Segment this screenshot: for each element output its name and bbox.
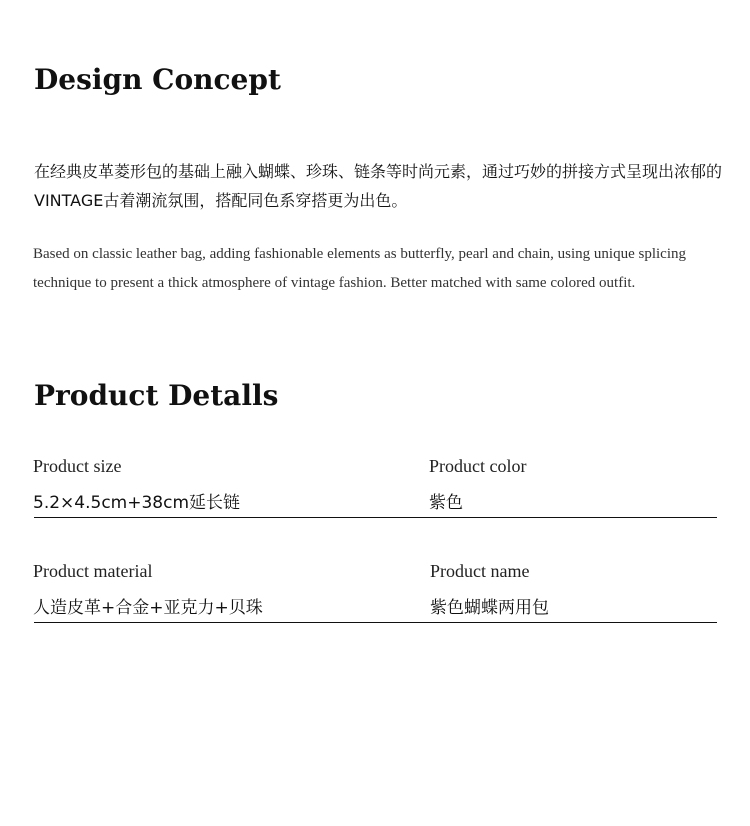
product-details-title: Product Detalls [34,379,279,412]
product-material-value: 人造皮革+合金+亚克力+贝珠 [33,598,263,618]
product-name-cell [430,560,549,618]
product-size-cell [33,455,241,513]
details-divider [34,622,717,623]
product-name-value: 紫色蝴蝶两用包 [430,598,549,618]
details-divider [34,517,717,518]
product-color-value: 紫色 [429,493,463,513]
product-size-value: 5.2×4.5cm+38cm延长链 [33,493,241,513]
design-concept-text-en: Based on classic leather bag, adding fashionable elements as butterfly, pearl and chain, using unique splicing technique to present a thick atmosphere of vintage fashion. Better matched with same colored outfit. [33,246,686,291]
product-size-label: Product size [33,456,122,476]
product-color-label: Product color [429,456,527,476]
design-concept-title: Design Concept [34,63,281,96]
design-concept-text-cn: 在经典皮革菱形包的基础上融入蝴蝶、珍珠、链条等时尚元素，通过巧妙的拼接方式呈现出浓郁的VINTAGE古着潮流氛围，搭配同色系穿搭更为出色。 [34,162,723,210]
product-color-cell [429,455,527,513]
product-material-cell [33,560,263,618]
product-name-label: Product name [430,561,530,581]
product-material-label: Product material [33,561,153,581]
